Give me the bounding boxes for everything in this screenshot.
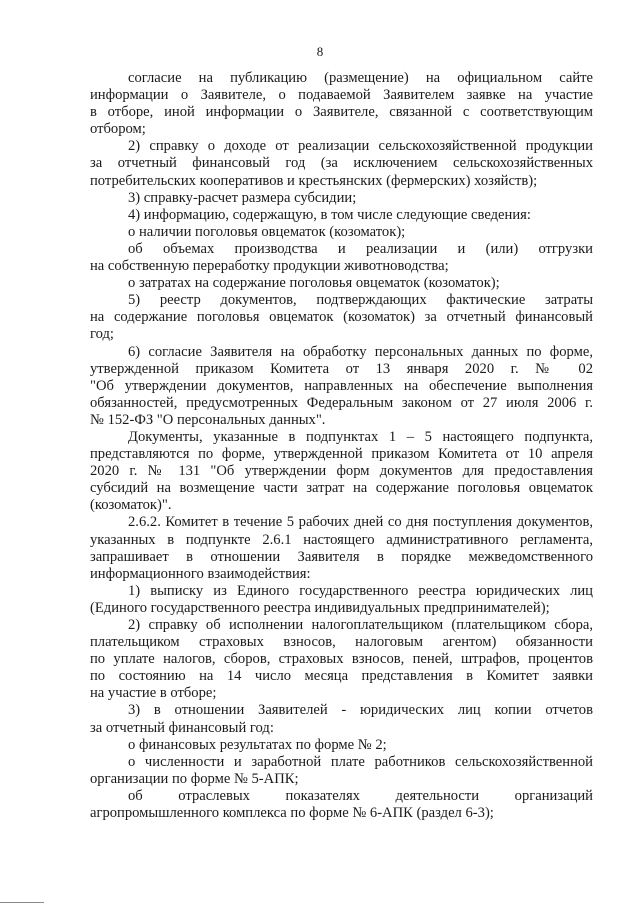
text-line: № 152-ФЗ "О персональных данных". <box>90 411 326 428</box>
text-line: информационного взаимодействия: <box>90 565 311 582</box>
text-line: на содержание поголовья овцематок (козоматок) за отчетный финансовый <box>90 309 593 326</box>
text-line: информации о Заявителе, о подаваемой Заявителем заявке на участие <box>90 87 593 104</box>
text-line: 2020 г. № 131 "Об утверждении форм документов для предоставления <box>90 463 593 480</box>
text-line: об отраслевых показателях деятельности организаций <box>128 787 593 804</box>
text-line: организации по форме № 5-АПК; <box>90 770 299 787</box>
text-line: 4) информацию, содержащую, в том числе следующие сведения: <box>128 206 531 223</box>
text-line: по состоянию на 14 число месяца представления в Комитет заявки <box>90 668 593 685</box>
text-line: обязанностей, предусмотренных Федеральным законом от 27 июля 2006 г. <box>90 394 593 411</box>
text-line: на собственную переработку продукции животноводства; <box>90 258 449 275</box>
text-line: о наличии поголовья овцематок (козоматок); <box>128 223 406 240</box>
scan-edge-mark <box>0 902 44 903</box>
text-line: утвержденной приказом Комитета от 13 января 2020 г. № 02 <box>90 360 593 377</box>
text-line: в отборе, иной информации о Заявителе, связанной с соответствующим <box>90 104 593 121</box>
text-line: потребительских кооперативов и крестьянских (фермерских) хозяйств); <box>90 172 538 189</box>
text-line: год; <box>90 326 114 343</box>
text-line: о численности и заработной плате работников сельскохозяйственной <box>128 753 593 770</box>
text-line: Документы, указанные в подпунктах 1 – 5 настоящего подпункта, <box>128 428 593 445</box>
text-line: 3) справку-расчет размера субсидии; <box>128 189 357 206</box>
text-line: 2.6.2. Комитет в течение 5 рабочих дней со дня поступления документов, <box>128 514 593 531</box>
text-line: отбором; <box>90 121 146 138</box>
text-line: указанных в подпункте 2.6.1 настоящего административного регламента, <box>90 531 593 548</box>
text-line: (Единого государственного реестра индивидуальных предпринимателей); <box>90 599 550 616</box>
text-line: агропромышленного комплекса по форме № 6-АПК (раздел 6-3); <box>90 805 494 822</box>
text-line: о финансовых результатах по форме № 2; <box>128 736 387 753</box>
page-number: 8 <box>316 44 324 59</box>
text-line: представляются по форме, утвержденной приказом Комитета от 10 апреля <box>90 446 593 463</box>
text-line: по уплате налогов, сборов, страховых взносов, пеней, штрафов, процентов <box>90 651 593 668</box>
text-line: (козоматок)". <box>90 497 172 514</box>
text-line: запрашивает в отношении Заявителя в порядке межведомственного <box>90 548 593 565</box>
text-line: об объемах производства и реализации и (или) отгрузки <box>128 240 593 257</box>
text-line: о затратах на содержание поголовья овцематок (козоматок); <box>128 275 500 292</box>
text-line: "Об утверждении документов, направленных на обеспечение выполнения <box>90 377 593 394</box>
text-line: субсидий на возмещение части затрат на содержание поголовья овцематок <box>90 480 593 497</box>
text-line: за отчетный финансовый год (за исключением сельскохозяйственных <box>90 155 593 172</box>
text-line: 2) справку о доходе от реализации сельскохозяйственной продукции <box>128 138 593 155</box>
text-line: 2) справку об исполнении налогоплательщиком (плательщиком сбора, <box>128 617 593 633</box>
document-body <box>90 70 593 822</box>
text-line: 6) согласие Заявителя на обработку персональных данных по форме, <box>128 343 593 360</box>
text-line: 3) в отношении Заявителей - юридических лиц копии отчетов <box>128 702 593 719</box>
text-line: согласие на публикацию (размещение) на официальном сайте <box>128 70 593 86</box>
text-line: за отчетный финансовый год: <box>90 719 274 736</box>
text-line: 1) выписку из Единого государственного реестра юридических лиц <box>128 582 593 599</box>
text-line: плательщиком страховых взносов, налоговым агентом) обязанности <box>90 634 593 651</box>
text-line: 5) реестр документов, подтверждающих фактические затраты <box>128 292 593 309</box>
text-line: на участие в отборе; <box>90 685 217 702</box>
